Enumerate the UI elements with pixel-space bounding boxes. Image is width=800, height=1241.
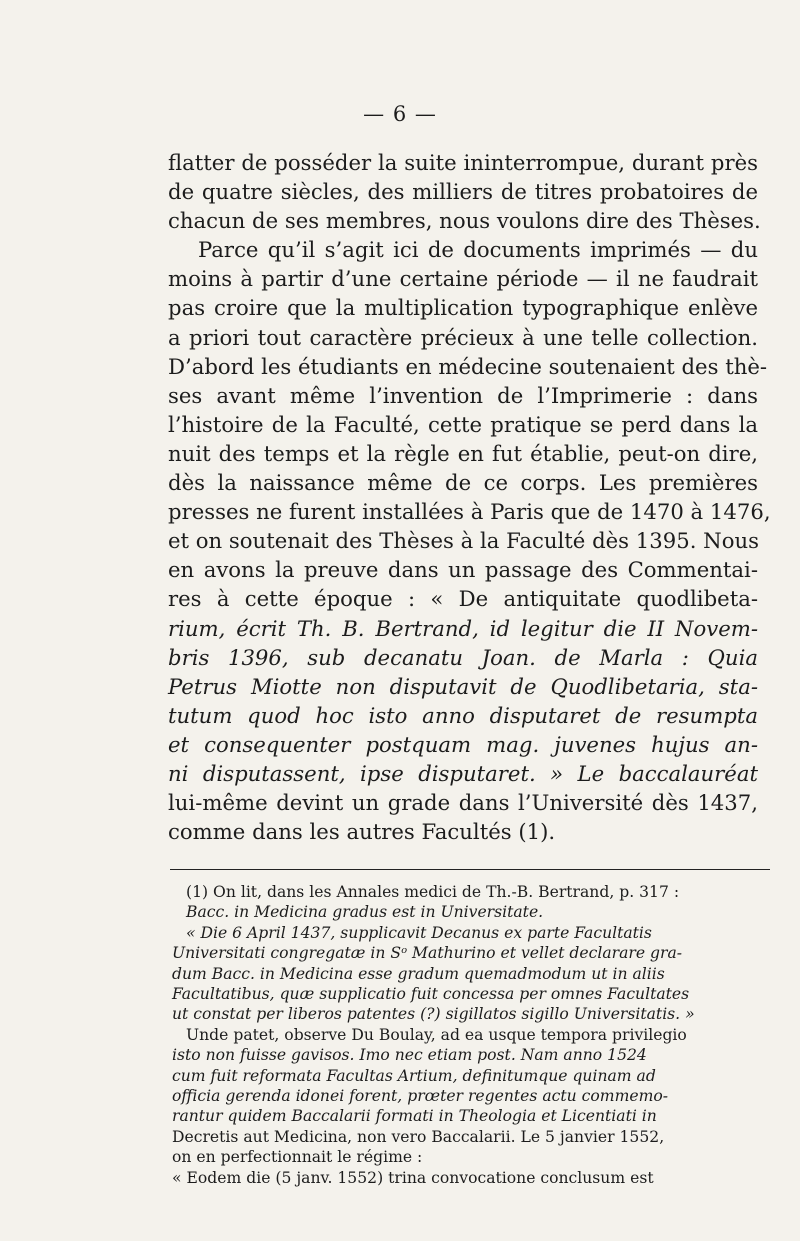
main-text-line: Petrus Miotte non disputavit de Quodlibetaria, sta- (168, 673, 758, 699)
main-text-line: tutum quod hoc isto anno disputaret de resumpta (168, 702, 758, 728)
footnote-line: cum fuit reformata Facultas Artium, definitumque quinam ad (172, 1066, 656, 1085)
footnote-line: Facultatibus, quæ supplicatio fuit concessa per omnes Facultates (172, 985, 690, 1004)
main-text-line: bris 1396, sub decanatu Joan. de Marla : Quia (168, 644, 758, 670)
footnote-line: officia gerenda idonei forent, prœter regentes actu commemo- (172, 1087, 669, 1106)
footnote-line: Bacc. in Medicina gradus est in Universitate. (186, 903, 544, 922)
main-text-line: Parce qu’il s’agit ici de documents imprimés — du (198, 237, 758, 263)
main-text-line: res à cette époque : « De antiquitate quodlibeta- (168, 586, 758, 612)
footnotes (172, 882, 762, 1188)
main-text-line: rium, écrit Th. B. Bertrand, id legitur die II Novem- (168, 615, 758, 641)
footnote-line: Decretis aut Medicina, non vero Baccalarii. Le 5 janvier 1552, (172, 1127, 665, 1146)
footnote-line: Universitati congregatæ in Sᵒ Mathurino et vellet declarare gra- (172, 944, 683, 963)
main-text-line: en avons la preuve dans un passage des Commentai- (168, 557, 758, 583)
footnote-line: Unde patet, observe Du Boulay, ad ea usque tempora privilegio (186, 1025, 687, 1044)
footnote-line: isto non fuisse gavisos. Imo nec etiam post. Nam anno 1524 (172, 1046, 647, 1065)
page-number: — 6 — (363, 102, 437, 126)
footnote-line: on en perfectionnait le régime : (172, 1148, 423, 1167)
main-text-line: D’abord les étudiants en médecine soutenaient des thè- (168, 353, 768, 379)
footnote-line: « Eodem die (5 janv. 1552) trina convocatione conclusum est (172, 1168, 654, 1187)
main-text-line: dès la naissance même de ce corps. Les premières (168, 470, 758, 496)
main-text-line: comme dans les autres Facultés (1). (168, 819, 556, 845)
main-text-line: chacun de ses membres, nous voulons dire des Thèses. (168, 208, 761, 234)
footnote-line: (1) On lit, dans les Annales medici de Th.-B. Bertrand, p. 317 : (186, 883, 680, 901)
main-text-line: pas croire que la multiplication typographique enlève (168, 295, 758, 321)
main-text-line: et on soutenait des Thèses à la Faculté dès 1395. Nous (168, 528, 759, 554)
footnote-rule (170, 869, 770, 870)
main-text-line: de quatre siècles, des milliers de titres probatoires de (168, 179, 758, 205)
footnote-line: « Die 6 April 1437, supplicavit Decanus ex parte Facultatis (186, 923, 652, 942)
main-text-line: presses ne furent installées à Paris que de 1470 à 1476, (168, 499, 771, 525)
main-text-line: lui-même devint un grade dans l’Université dès 1437, (168, 790, 758, 816)
main-text-line: et consequenter postquam mag. juvenes hujus an- (168, 731, 758, 757)
main-text (168, 148, 771, 846)
footnote-line: ut constat per liberos patentes (?) sigillatos sigillo Universitatis. » (172, 1005, 695, 1024)
main-text-line: l’histoire de la Faculté, cette pratique se perd dans la (168, 411, 758, 437)
main-text-line: flatter de posséder la suite ininterrompue, durant près (168, 150, 758, 175)
footnote-line: dum Bacc. in Medicina esse gradum quemadmodum ut in aliis (172, 964, 665, 983)
footnote-line: rantur quidem Baccalarii formati in Theologia et Licentiati in (172, 1107, 657, 1126)
main-text-line: nuit des temps et la règle en fut établie, peut-on dire, (168, 440, 758, 466)
main-text-line: moins à partir d’une certaine période — il ne faudrait (168, 266, 758, 292)
main-text-line: a priori tout caractère précieux à une telle collection. (168, 324, 758, 350)
main-text-line: ni disputassent, ipse disputaret. » Le baccalauréat (168, 760, 758, 786)
main-text-line: ses avant même l’invention de l’Imprimerie : dans (168, 382, 758, 408)
